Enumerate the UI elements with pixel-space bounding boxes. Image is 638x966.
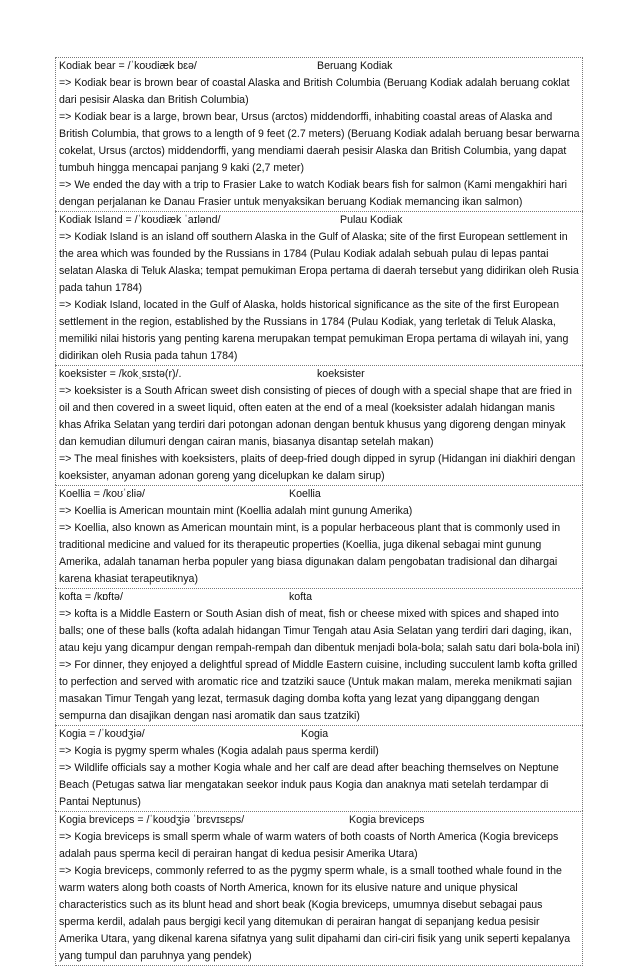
entry-kodiak-bear xyxy=(55,57,583,211)
entry-headline xyxy=(59,212,580,229)
entry-headline xyxy=(59,589,580,606)
entry-line: => Kogia breviceps, commonly referred to as the pygmy sperm whale, is a small toothed whale found in the warm waters along both coasts of North America, known for its elusive nature and unique physical characteristics such as its blunt head and short beak (Kogia breviceps, umumnya disebut sebagai paus sperma kerdil, adalah paus bergigi kecil yang ditemukan di perairan hangat di sepanjang kedua pesisir Amerika Utara, yang dikenal karena sifatnya yang sulit dipahami dan ciri-ciri fisik yang unik seperti kepalanya yang tumpul dan paruhnya yang pendek) xyxy=(59,865,571,962)
entry-kodiak-island xyxy=(55,211,583,365)
entry-translation: Koellia xyxy=(289,488,321,500)
entry-headword: Kodiak Island = /ˈkoʊdiæk ˈaɪlənd/ xyxy=(59,214,221,226)
entry-line: => Kogia breviceps is small sperm whale of warm waters of both coasts of North America (Kogia breviceps adalah paus sperma kecil di perairan hangat di kedua pesisir Amerika Utara) xyxy=(59,831,559,860)
dictionary-page xyxy=(55,57,583,966)
entry-line: => The meal finishes with koeksisters, plaits of deep-fried dough dipped in syrup (Hidangan ini diakhiri dengan koeksister, anyaman adonan goreng yang dicelupkan ke dalam sirup) xyxy=(59,453,576,482)
entry-line: => Koellia, also known as American mountain mint, is a popular herbaceous plant that is commonly used in traditional medicine and valued for its therapeutic properties (Koellia, juga dikenal sebagai mint gunung Amerika, adalah tanaman herba populer yang biasa digunakan dalam pengobatan tradisional dan dihargai karena khasiat terapeutiknya) xyxy=(59,522,561,585)
entry-translation: Beruang Kodiak xyxy=(317,60,393,72)
entry-translation: Kogia breviceps xyxy=(349,814,425,826)
entry-line: => Kogia is pygmy sperm whales (Kogia adalah paus sperma kerdil) xyxy=(59,745,379,757)
entry-headword: Kogia = /ˈkoʊdʒiə/ xyxy=(59,728,145,740)
entry-line: => kofta is a Middle Eastern or South Asian dish of meat, fish or cheese mixed with spices and shaped into balls; one of these balls (kofta adalah hidangan Timur Tengah atau Asia Selatan yang terdiri dari daging, ikan, atau keju yang dicampur dengan rempah-rempah dan dibentuk menjadi bola-bola; salah satu dari bola-bola ini) xyxy=(59,608,580,654)
entry-koeksister xyxy=(55,365,583,485)
entry-headline xyxy=(59,726,580,743)
entry-headword: Kodiak bear = /ˈkoʊdiæk bɛə/ xyxy=(59,60,197,72)
entry-translation: Pulau Kodiak xyxy=(340,214,403,226)
entry-line: => Koellia is American mountain mint (Koellia adalah mint gunung Amerika) xyxy=(59,505,413,517)
entry-koellia xyxy=(55,485,583,588)
entry-line: => Wildlife officials say a mother Kogia whale and her calf are dead after beaching themselves on Neptune Beach (Petugas satwa liar mengatakan seekor induk paus Kogia dan anaknya mati setelah terdampar di Pantai Neptunus) xyxy=(59,762,559,808)
entry-kogia-breviceps xyxy=(55,811,583,966)
entry-translation: kofta xyxy=(289,591,312,603)
entry-headword: kofta = /kɒftə/ xyxy=(59,591,123,603)
entry-line: => For dinner, they enjoyed a delightful spread of Middle Eastern cuisine, including succulent lamb kofta grilled to perfection and served with aromatic rice and tzatziki sauce (Untuk makan malam, mereka menikmati sajian masakan Timur Tengah yang lezat, termasuk daging domba kofta yang lezat yang dipanggang dengan sempurna dan disajikan dengan nasi aromatik dan saus tzatziki) xyxy=(59,659,578,722)
entry-line: => We ended the day with a trip to Frasier Lake to watch Kodiak bears fish for salmon (Kami mengakhiri hari dengan perjalanan ke Danau Frasier untuk menyaksikan beruang Kodiak memancing ikan salmon) xyxy=(59,179,567,208)
entry-headword: Kogia breviceps = /ˈkoʊdʒiə ˈbrɛvɪsɛps/ xyxy=(59,814,245,826)
entry-line: => Kodiak Island is an island off southern Alaska in the Gulf of Alaska; site of the first European settlement in the area which was founded by the Russians in 1784 (Pulau Kodiak adalah sebuah pulau di lepas pantai selatan Alaska di Teluk Alaska; tempat pemukiman Eropa pertama di daerah tersebut yang didirikan oleh Rusia pada tahun 1784) xyxy=(59,231,579,294)
entry-headline xyxy=(59,366,580,383)
entry-kogia xyxy=(55,725,583,811)
entry-translation: Kogia xyxy=(301,728,329,740)
entry-line: => koeksister is a South African sweet dish consisting of pieces of dough with a special shape that are fried in oil and then covered in a sweet liquid, often eaten at the end of a meal (koeksister adalah hidangan manis khas Afrika Selatan yang terdiri dari potongan adonan dengan bentuk khusus yang digoreng dengan minyak dan kemudian dilumuri dengan cairan manis, biasanya disantap setelah makan) xyxy=(59,385,572,448)
entry-translation: koeksister xyxy=(317,368,365,380)
entry-headword: Koellia = /koʊˈɛliə/ xyxy=(59,488,145,500)
entry-headline xyxy=(59,812,580,829)
entry-line: => Kodiak bear is a large, brown bear, Ursus (arctos) middendorffi, inhabiting coastal areas of Alaska and British Columbia, that grows to a length of 9 feet (2.7 meters) (Beruang Kodiak adalah beruang besar berwarna cokelat, Ursus (arctos) middendorffi, yang mendiami daerah pesisir Alaska dan British Columbia, yang dapat tumbuh hingga mencapai panjang 9 kaki (2,7 meter) xyxy=(59,111,580,174)
entry-headword: koeksister = /kokˌsɪstə(r)/. xyxy=(59,368,182,380)
entry-kofta xyxy=(55,588,583,725)
entry-headline xyxy=(59,486,580,503)
entry-line: => Kodiak bear is brown bear of coastal Alaska and British Columbia (Beruang Kodiak adalah beruang coklat dari pesisir Alaska dan British Columbia) xyxy=(59,77,570,106)
entry-headline xyxy=(59,58,580,75)
entry-line: => Kodiak Island, located in the Gulf of Alaska, holds historical significance as the site of the first European settlement in the region, established by the Russians in 1784 (Pulau Kodiak, yang terletak di Teluk Alaska, memiliki nilai historis yang penting karena merupakan tempat pemukiman Eropa pertama di wilayah ini, yang didirikan oleh Rusia pada tahun 1784) xyxy=(59,299,569,362)
